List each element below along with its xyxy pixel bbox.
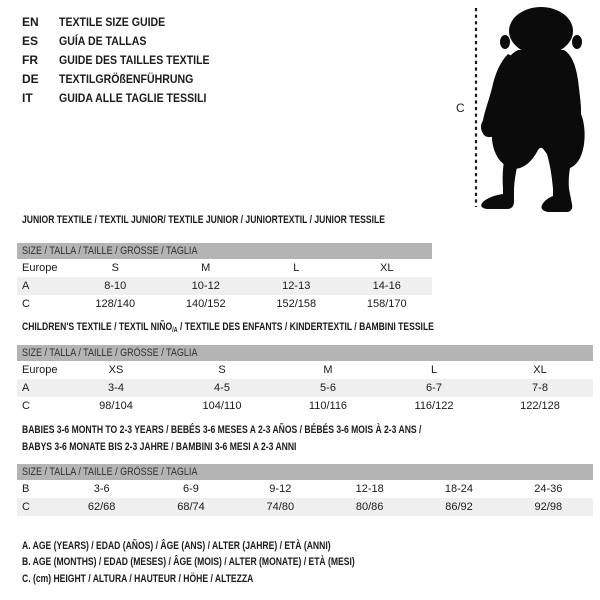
language-code: DE [22,72,39,86]
language-guide [22,13,230,108]
footnote-c: C. (cm) HEIGHT / ALTURA / HAUTEUR / HÖHE / ALTEZZA [22,572,254,585]
language-code: EN [22,15,39,29]
size-header-bar: SIZE / TALLA / TAILLE / GRÖSSE / TAGLIA [17,345,593,361]
language-row-fr [22,51,230,70]
language-row-es [22,32,230,51]
table-row: B 3-6 6-9 9-12 12-18 18-24 24-36 [22,483,563,495]
language-label: TEXTILGRÖßENFÜHRUNG [59,72,194,86]
table-row: Europe S M L XL [22,262,394,274]
table-row: C 62/68 68/74 74/80 80/86 86/92 92/98 [17,498,593,516]
language-code: FR [22,53,38,67]
footnote-b: B. AGE (MONTHS) / EDAD (MESES) / ÂGE (MOIS) / ALTER (MONATE) / ETÀ (MESI) [22,556,355,569]
size-header-bar: SIZE / TALLA / TAILLE / GRÖSSE / TAGLIA [17,464,593,480]
language-label: GUIDE DES TAILLES TEXTILE [59,53,210,67]
language-code: ES [22,34,39,48]
language-label: GUÍA DE TALLAS [59,34,147,48]
table-row: C 98/104 104/110 110/116 116/122 122/128 [22,400,560,412]
language-label: TEXTILE SIZE GUIDE [59,15,166,29]
language-code: IT [22,91,33,105]
section-title-junior: JUNIOR TEXTILE / TEXTIL JUNIOR/ TEXTILE JUNIOR / JUNIORTEXTIL / JUNIOR TESSILE [22,214,385,226]
language-row-en [22,13,230,32]
language-row-it [22,89,230,108]
table-row: C 128/140 140/152 152/158 158/170 [22,298,407,310]
section-title-babies-line1: BABIES 3-6 MONTH TO 2-3 YEARS / BEBÉS 3-6 MESES A 2-3 AÑOS / BÉBÉS 3-6 MOIS À 2-3 ANS / [22,424,422,436]
footnotes [22,538,449,587]
footnote-a: A. AGE (YEARS) / EDAD (AÑOS) / ÂGE (ANS) / ALTER (JAHRE) / ETÀ (ANNI) [22,540,331,552]
baby-figure [448,0,600,215]
language-row-de [22,70,230,89]
junior-size-table [17,243,432,313]
table-row: Europe XS S M L XL [22,364,547,376]
table-row: A 3-4 4-5 5-6 6-7 7-8 [17,379,593,397]
height-measure-label: C [456,101,465,115]
section-title-babies-line2: BABYS 3-6 MONATE BIS 2-3 JAHRE / BAMBINI 3-6 MESI A 2-3 ANNI [22,441,297,453]
babies-size-table [17,464,593,516]
language-label: GUIDA ALLE TAGLIE TESSILI [59,91,207,105]
size-header-bar: SIZE / TALLA / TAILLE / GRÖSSE / TAGLIA [17,243,432,259]
section-title-children: CHILDREN'S TEXTILE / TEXTIL $NIÑO_{/A}$ / TEXTILE DES ENFANTS / KINDERTEXTIL / BAMBINI TESSILE [22,321,434,334]
children-size-table [17,345,593,415]
baby-silhouette [448,0,600,215]
table-row: A 8-10 10-12 12-13 14-16 [17,277,432,295]
